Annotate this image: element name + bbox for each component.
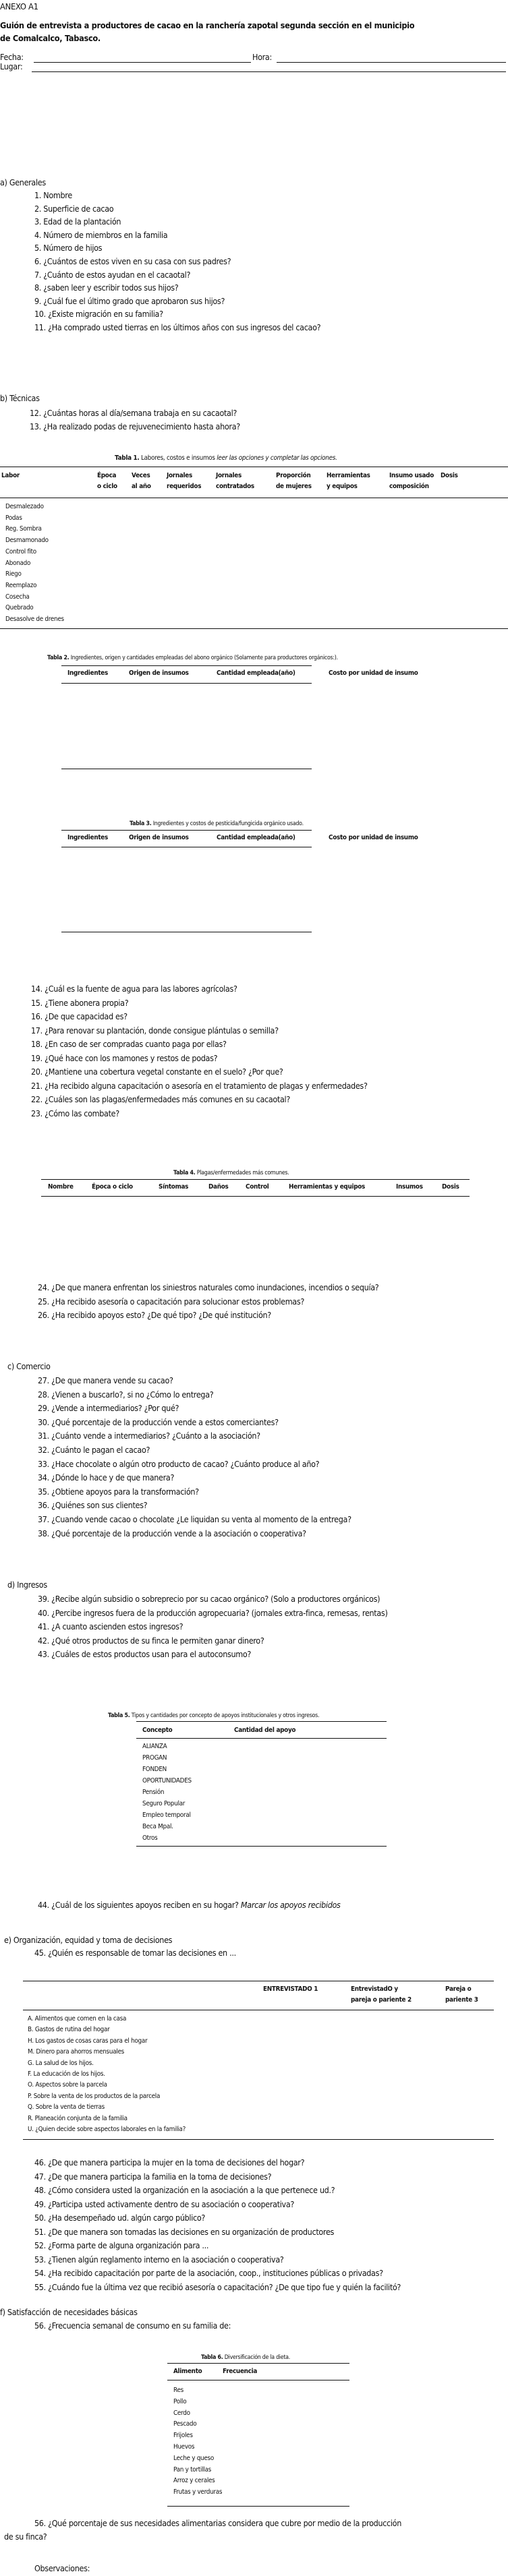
table-3-top-rule xyxy=(61,830,312,831)
table-1-header-cell: Insumo usado xyxy=(389,472,434,479)
question-item: 53. ¿Tienen algún reglamento interno en la asociación o cooperativa? xyxy=(34,2254,284,2265)
table-5-row-label: Empleo temporal xyxy=(142,1811,191,1819)
table-1-header-cell: Herramientas xyxy=(327,472,370,479)
section-heading-comercio: c) Comercio xyxy=(7,1362,51,1371)
section-heading-generales: a) Generales xyxy=(0,178,46,187)
decision-header-pareja-2-line1: EntrevistadO y xyxy=(351,1985,398,1993)
question-item: 25. ¿Ha recibido asesoría o capacitación para solucionar estos problemas? xyxy=(38,1296,305,1307)
table-1-header-cell: Jornales xyxy=(167,472,193,479)
question-item: 28. ¿Vienen a buscarlo?, si no ¿Cómo lo entrega? xyxy=(38,1389,214,1400)
decision-header-entrevistado: ENTREVISTADO 1 xyxy=(263,1985,318,1993)
question-item: 40. ¿Percibe ingresos fuera de la producción agropecuaria? (jornales extra-finca, remesas, rentas) xyxy=(38,1608,388,1618)
table-1-header-cell: o ciclo xyxy=(97,483,117,490)
question-item: 34. ¿Dónde lo hace y de que manera? xyxy=(38,1473,175,1483)
table-4-header-cell: Herramientas y equipos xyxy=(289,1183,366,1191)
table-6-top-rule xyxy=(167,2363,349,2364)
question-45: 45. ¿Quién es responsable de tomar las decisiones en ... xyxy=(34,1948,236,1958)
table-4-caption-label: Tabla 4. xyxy=(173,1170,196,1176)
decision-row-label: A. Alimentos que comen en la casa xyxy=(28,2015,127,2023)
table-2-caption-label: Tabla 2. xyxy=(47,655,69,661)
question-item: 30. ¿Qué porcentaje de la producción vende a estos comerciantes? xyxy=(38,1417,279,1427)
question-item: 47. ¿De que manera participa la familia en la toma de decisiones? xyxy=(34,2171,272,2182)
table-6-row-label: Cerdo xyxy=(173,2409,190,2417)
table-2-header-cell: Costo por unidad de insumo xyxy=(329,669,418,677)
hora-blank-line[interactable] xyxy=(277,62,506,63)
table-2-caption-text: Ingredientes, origen y cantidades empleadas del abono orgánico (Solamente para productores orgánicos:). xyxy=(70,655,338,661)
table-1-header-cell: Época xyxy=(97,472,117,479)
table-1-row-label: Control fito xyxy=(5,547,36,556)
question-item: 38. ¿Qué porcentaje de la producción vende a la asociación o cooperativa? xyxy=(38,1528,306,1538)
question-item: 26. ¿Ha recibido apoyos esto? ¿De qué tipo? ¿De qué institución? xyxy=(38,1311,271,1320)
table-1-header-cell: contratados xyxy=(216,483,254,490)
table-3-header-cell: Costo por unidad de insumo xyxy=(329,834,418,841)
question-item: 42. ¿Qué otros productos de su finca le permiten ganar dinero? xyxy=(38,1636,264,1646)
table-5-row-label: PROGAN xyxy=(142,1754,167,1762)
table-5-row-label: FONDEN xyxy=(142,1766,167,1773)
question-item: 16. ¿De que capacidad es? xyxy=(31,1012,128,1021)
decision-header-pareja-3-line1: Pareja o xyxy=(445,1985,472,1993)
table-5-caption xyxy=(108,1712,319,1719)
question-item: 9. ¿Cuál fue el último grado que aprobaron sus hijos? xyxy=(34,296,225,306)
table-6-header-frecuencia: Frecuencia xyxy=(223,2368,258,2375)
question-item: 43. ¿Cuáles de estos productos usan para el autoconsumo? xyxy=(38,1650,252,1660)
table-6-row-label: Pan y tortillas xyxy=(173,2465,211,2474)
table-1-row-label: Desmamonado xyxy=(5,537,49,545)
decision-row-label: Q. Sobre la venta de tierras xyxy=(28,2103,105,2111)
observations-label: Observaciones: xyxy=(34,2564,90,2573)
table-5-row-label: OPORTUNIDADES xyxy=(142,1777,192,1785)
question-item: 6. ¿Cuántos de estos viven en su casa con sus padres? xyxy=(34,257,231,266)
table-5-row-label: Pensión xyxy=(142,1789,165,1796)
table-1-row-label: Podas xyxy=(5,514,22,522)
question-item: 22. ¿Cuáles son las plagas/enfermedades más comunes en su cacaotal? xyxy=(31,1095,290,1104)
table-5-header-rule xyxy=(136,1738,387,1739)
lugar-blank-line[interactable] xyxy=(32,71,506,72)
table-1-caption xyxy=(115,454,337,462)
table-6-row-label: Pescado xyxy=(173,2420,197,2428)
decision-row-label: O. Aspectos sobre la parcela xyxy=(28,2081,107,2089)
table-1-header-cell: al año xyxy=(132,483,151,490)
decision-row-label: B. Gastos de rutina del hogar xyxy=(28,2026,110,2034)
table-4-header-cell: Dosis xyxy=(442,1183,459,1191)
table-2-header-cell: Origen de insumos xyxy=(129,669,189,677)
decision-row-label: M. Dinero para ahorros mensuales xyxy=(28,2048,124,2056)
document-title-line2: de Comalcalco, Tabasco. xyxy=(0,33,101,43)
table-6-caption xyxy=(201,2354,290,2361)
table-6-caption-text: Diversificación de la dieta. xyxy=(224,2354,290,2361)
question-item: 36. ¿Quiénes son sus clientes? xyxy=(38,1501,148,1511)
question-56b-line2: de su finca? xyxy=(4,2532,47,2542)
question-item: 33. ¿Hace chocolate o algún otro producto de cacao? ¿Cuánto produce al año? xyxy=(38,1459,320,1469)
table-1-header-cell: y equipos xyxy=(327,483,358,490)
question-item: 14. ¿Cuál es la fuente de agua para las labores agrícolas? xyxy=(31,984,237,994)
question-56: 56. ¿Frecuencia semanal de consumo en su familia de: xyxy=(34,2321,231,2331)
decision-row-label: H. Los gastos de cosas caras para el hogar xyxy=(28,2037,148,2045)
table-1-caption-text: Labores, costos e insumos xyxy=(141,454,215,462)
table-3-caption-label: Tabla 3. xyxy=(130,820,152,827)
table-1-header-cell: Labor xyxy=(1,472,20,479)
question-item: 5. Número de hijos xyxy=(34,243,103,253)
table-2-header-cell: Cantidad empleada(año) xyxy=(217,669,295,677)
decision-row-label: R. Planeación conjunta de la familia xyxy=(28,2114,128,2122)
section-heading-ingresos: d) Ingresos xyxy=(7,1580,47,1590)
question-44-note: Marcar los apoyos recibidos xyxy=(240,1900,341,1910)
table-6-header-alimento: Alimento xyxy=(173,2368,202,2375)
table-1-row-label: Riego xyxy=(5,570,22,578)
document-title-line1: Guión de entrevista a productores de cacao en la ranchería zapotal segunda sección en el municipio xyxy=(0,20,415,30)
table-1-row-label: Cosecha xyxy=(5,593,30,601)
decision-header-pareja-2-line2: pareja o pariente 2 xyxy=(351,1996,412,2004)
table-5-row-label: Beca Mpal. xyxy=(142,1823,173,1830)
question-56b-line1: 56. ¿Qué porcentaje de sus necesidades alimentarias considera que cubre por medio de la producción xyxy=(34,2519,401,2528)
table-4-caption xyxy=(173,1170,289,1176)
section-heading-tecnicas: b) Técnicas xyxy=(0,394,40,403)
question-item: 12. ¿Cuántas horas al día/semana trabaja en su cacaotal? xyxy=(30,409,237,418)
table-1-header-cell: Veces xyxy=(132,472,150,479)
table-1-caption-label: Tabla 1. xyxy=(115,454,140,462)
table-1-row-label: Reg. Sombra xyxy=(5,525,42,533)
table-1-header-cell: de mujeres xyxy=(276,483,312,490)
table-4-header-cell: Época o ciclo xyxy=(92,1183,133,1191)
question-item: 18. ¿En caso de ser compradas cuanto paga por ellas? xyxy=(31,1040,227,1049)
table-1-row-label: Quebrado xyxy=(5,604,34,612)
table-4-header-rule xyxy=(41,1196,470,1197)
question-item: 29. ¿Vende a intermediarios? ¿Por qué? xyxy=(38,1404,179,1414)
question-item: 46. ¿De que manera participa la mujer en la toma de decisiones del hogar? xyxy=(34,2158,305,2167)
table-4-top-rule xyxy=(41,1179,470,1180)
decision-table-bottom-rule xyxy=(23,2139,494,2140)
lugar-label: Lugar: xyxy=(0,62,23,71)
table-6-caption-label: Tabla 6. xyxy=(201,2354,223,2361)
question-item: 39. ¿Recibe algún subsidio o sobreprecio por su cacao orgánico? (Solo a productores orgánicos) xyxy=(38,1594,380,1604)
question-item: 2. Superficie de cacao xyxy=(34,204,114,214)
table-3-caption-text: Ingredientes y costos de pesticida/fungicida orgánico usado. xyxy=(152,820,304,827)
table-1-header-cell: composición xyxy=(389,483,429,490)
table-1-header-cell: Proporción xyxy=(276,472,311,479)
question-item: 19. ¿Qué hace con los mamones y restos de podas? xyxy=(31,1053,218,1063)
question-item: 52. ¿Forma parte de alguna organización para ... xyxy=(34,2241,209,2250)
question-item: 50. ¿Ha desempeñado ud. algún cargo público? xyxy=(34,2213,206,2223)
table-4-header-cell: Insumos xyxy=(396,1183,423,1191)
table-5-row-label: Seguro Popular xyxy=(142,1800,186,1807)
question-item: 27. ¿De que manera vende su cacao? xyxy=(38,1376,173,1385)
table-2-caption xyxy=(47,655,338,661)
table-1-header-cell: requeridos xyxy=(167,483,202,490)
question-item: 24. ¿De que manera enfrentan los siniestros naturales como inundaciones, incendios o sequía? xyxy=(38,1283,379,1292)
table-4-header-cell: Control xyxy=(246,1183,269,1191)
table-3-header-cell: Origen de insumos xyxy=(129,834,189,841)
table-1-bottom-rule xyxy=(0,628,508,629)
question-44 xyxy=(38,1900,341,1910)
fecha-blank-line[interactable] xyxy=(34,62,251,63)
question-item: 13. ¿Ha realizado podas de rejuvenecimiento hasta ahora? xyxy=(30,422,240,431)
table-5-row-label: Otros xyxy=(142,1834,158,1842)
decision-row-label: P. Sobre la venta de los productos de la parcela xyxy=(28,2092,161,2100)
table-1-row-label: Abonado xyxy=(5,559,31,567)
question-item: 21. ¿Ha recibido alguna capacitación o asesoría en el tratamiento de plagas y enfermedades? xyxy=(31,1081,368,1091)
decision-row-label: U. ¿Quien decide sobre aspectos laborales en la familia? xyxy=(28,2126,186,2133)
question-item: 48. ¿Cómo considera usted la organización en la asociación a la que pertenece ud.? xyxy=(34,2186,335,2195)
section-heading-satisfaccion: f) Satisfacción de necesidades básicas xyxy=(0,2308,138,2317)
table-6-row-label: Huevos xyxy=(173,2443,195,2451)
table-6-row-label: Frutas y verduras xyxy=(173,2488,223,2496)
question-item: 17. ¿Para renovar su plantación, donde consigue plántulas o semilla? xyxy=(31,1025,279,1036)
question-item: 1. Nombre xyxy=(34,191,72,200)
hora-label: Hora: xyxy=(252,53,272,62)
table-5-bottom-rule xyxy=(136,1846,387,1847)
question-item: 49. ¿Participa usted activamente dentro de su asociación o cooperativa? xyxy=(34,2199,295,2209)
question-44-text: 44. ¿Cuál de los siguientes apoyos reciben en su hogar? xyxy=(38,1900,239,1910)
table-6-row-label: Frijoles xyxy=(173,2432,193,2440)
table-5-row-label: ALIANZA xyxy=(142,1743,167,1750)
table-4-header-cell: Síntomas xyxy=(159,1183,189,1191)
table-1-caption-note: leer las opciones y completar las opciones. xyxy=(217,454,337,462)
table-3-caption xyxy=(130,820,304,827)
question-item: 10. ¿Existe migración en su familia? xyxy=(34,309,163,320)
table-3-header-cell: Ingredientes xyxy=(67,834,108,841)
table-2-header-cell: Ingredientes xyxy=(67,669,108,677)
question-item: 41. ¿A cuanto ascienden estos ingresos? xyxy=(38,1622,184,1632)
table-5-header-cantidad: Cantidad del apoyo xyxy=(234,1727,296,1734)
question-item: 7. ¿Cuánto de estos ayudan en el cacaotal? xyxy=(34,270,191,280)
table-6-bottom-rule xyxy=(167,2506,349,2507)
table-6-row-label: Arroz y cerales xyxy=(173,2477,215,2485)
table-1-row-label: Desasolve de drenes xyxy=(5,616,64,623)
table-6-row-label: Res xyxy=(173,2387,184,2394)
decision-header-pareja-3-line2: pariente 3 xyxy=(445,1996,478,2004)
fecha-label: Fecha: xyxy=(0,53,24,62)
table-5-top-rule xyxy=(136,1721,387,1722)
table-6-row-label: Leche y queso xyxy=(173,2454,214,2462)
decision-row-label: F. La educación de los hijos. xyxy=(28,2070,105,2078)
question-item: 3. Edad de la plantación xyxy=(34,217,121,227)
question-item: 55. ¿Cuándo fue la última vez que recibió asesoría o capacitación? ¿De que tipo fue y quién la facilitó? xyxy=(34,2282,401,2292)
question-item: 15. ¿Tiene abonera propia? xyxy=(31,998,129,1008)
question-item: 37. ¿Cuando vende cacao o chocolate ¿Le liquidan su venta al momento de la entrega? xyxy=(38,1515,351,1524)
annex-label: ANEXO A1 xyxy=(0,1,38,11)
table-6-row-label: Pollo xyxy=(173,2397,187,2405)
table-5-caption-text: Tipos y cantidades por concepto de apoyos institucionales y otros ingresos. xyxy=(131,1712,320,1719)
table-5-caption-label: Tabla 5. xyxy=(108,1712,130,1719)
table-1-row-label: Reemplazo xyxy=(5,581,37,589)
question-item: 11. ¿Ha comprado usted tierras en los últimos años con sus ingresos del cacao? xyxy=(34,323,321,332)
question-item: 54. ¿Ha recibido capacitación por parte de la asociación, coop., instituciones públicas o privadas? xyxy=(34,2269,383,2278)
question-item: 32. ¿Cuánto le pagan el cacao? xyxy=(38,1445,150,1455)
table-1-header-cell: Jornales xyxy=(216,472,242,479)
question-item: 51. ¿De que manera son tomadas las decisiones en su organización de productores xyxy=(34,2227,335,2237)
table-3-header-cell: Cantidad empleada(año) xyxy=(217,834,295,841)
table-1-row-label: Desmalezado xyxy=(5,503,44,510)
table-5-header-concepto: Concepto xyxy=(142,1727,173,1734)
table-4-caption-text: Plagas/enfermedades más comunes. xyxy=(196,1170,289,1176)
question-item: 20. ¿Mantiene una cobertura vegetal constante en el suelo? ¿Por que? xyxy=(31,1067,283,1077)
question-item: 4. Número de miembros en la familia xyxy=(34,230,168,240)
section-heading-organizacion: e) Organización, equidad y toma de decisiones xyxy=(4,1936,173,1945)
table-4-header-cell: Daños xyxy=(208,1183,229,1191)
table-2-header-rule xyxy=(61,683,312,684)
decision-row-label: G. La salud de los hijos. xyxy=(28,2059,94,2067)
table-2-top-rule-extension xyxy=(61,665,312,666)
question-item: 31. ¿Cuánto vende a intermediarios? ¿Cuánto a la asociación? xyxy=(38,1431,260,1441)
question-item: 23. ¿Cómo las combate? xyxy=(31,1108,119,1118)
question-item: 8. ¿saben leer y escribir todos sus hijos? xyxy=(34,283,179,293)
table-4-header-cell: Nombre xyxy=(48,1183,74,1191)
table-1-header-cell: Dosis xyxy=(441,472,458,479)
question-item: 35. ¿Obtiene apoyos para la transformación? xyxy=(38,1487,199,1497)
